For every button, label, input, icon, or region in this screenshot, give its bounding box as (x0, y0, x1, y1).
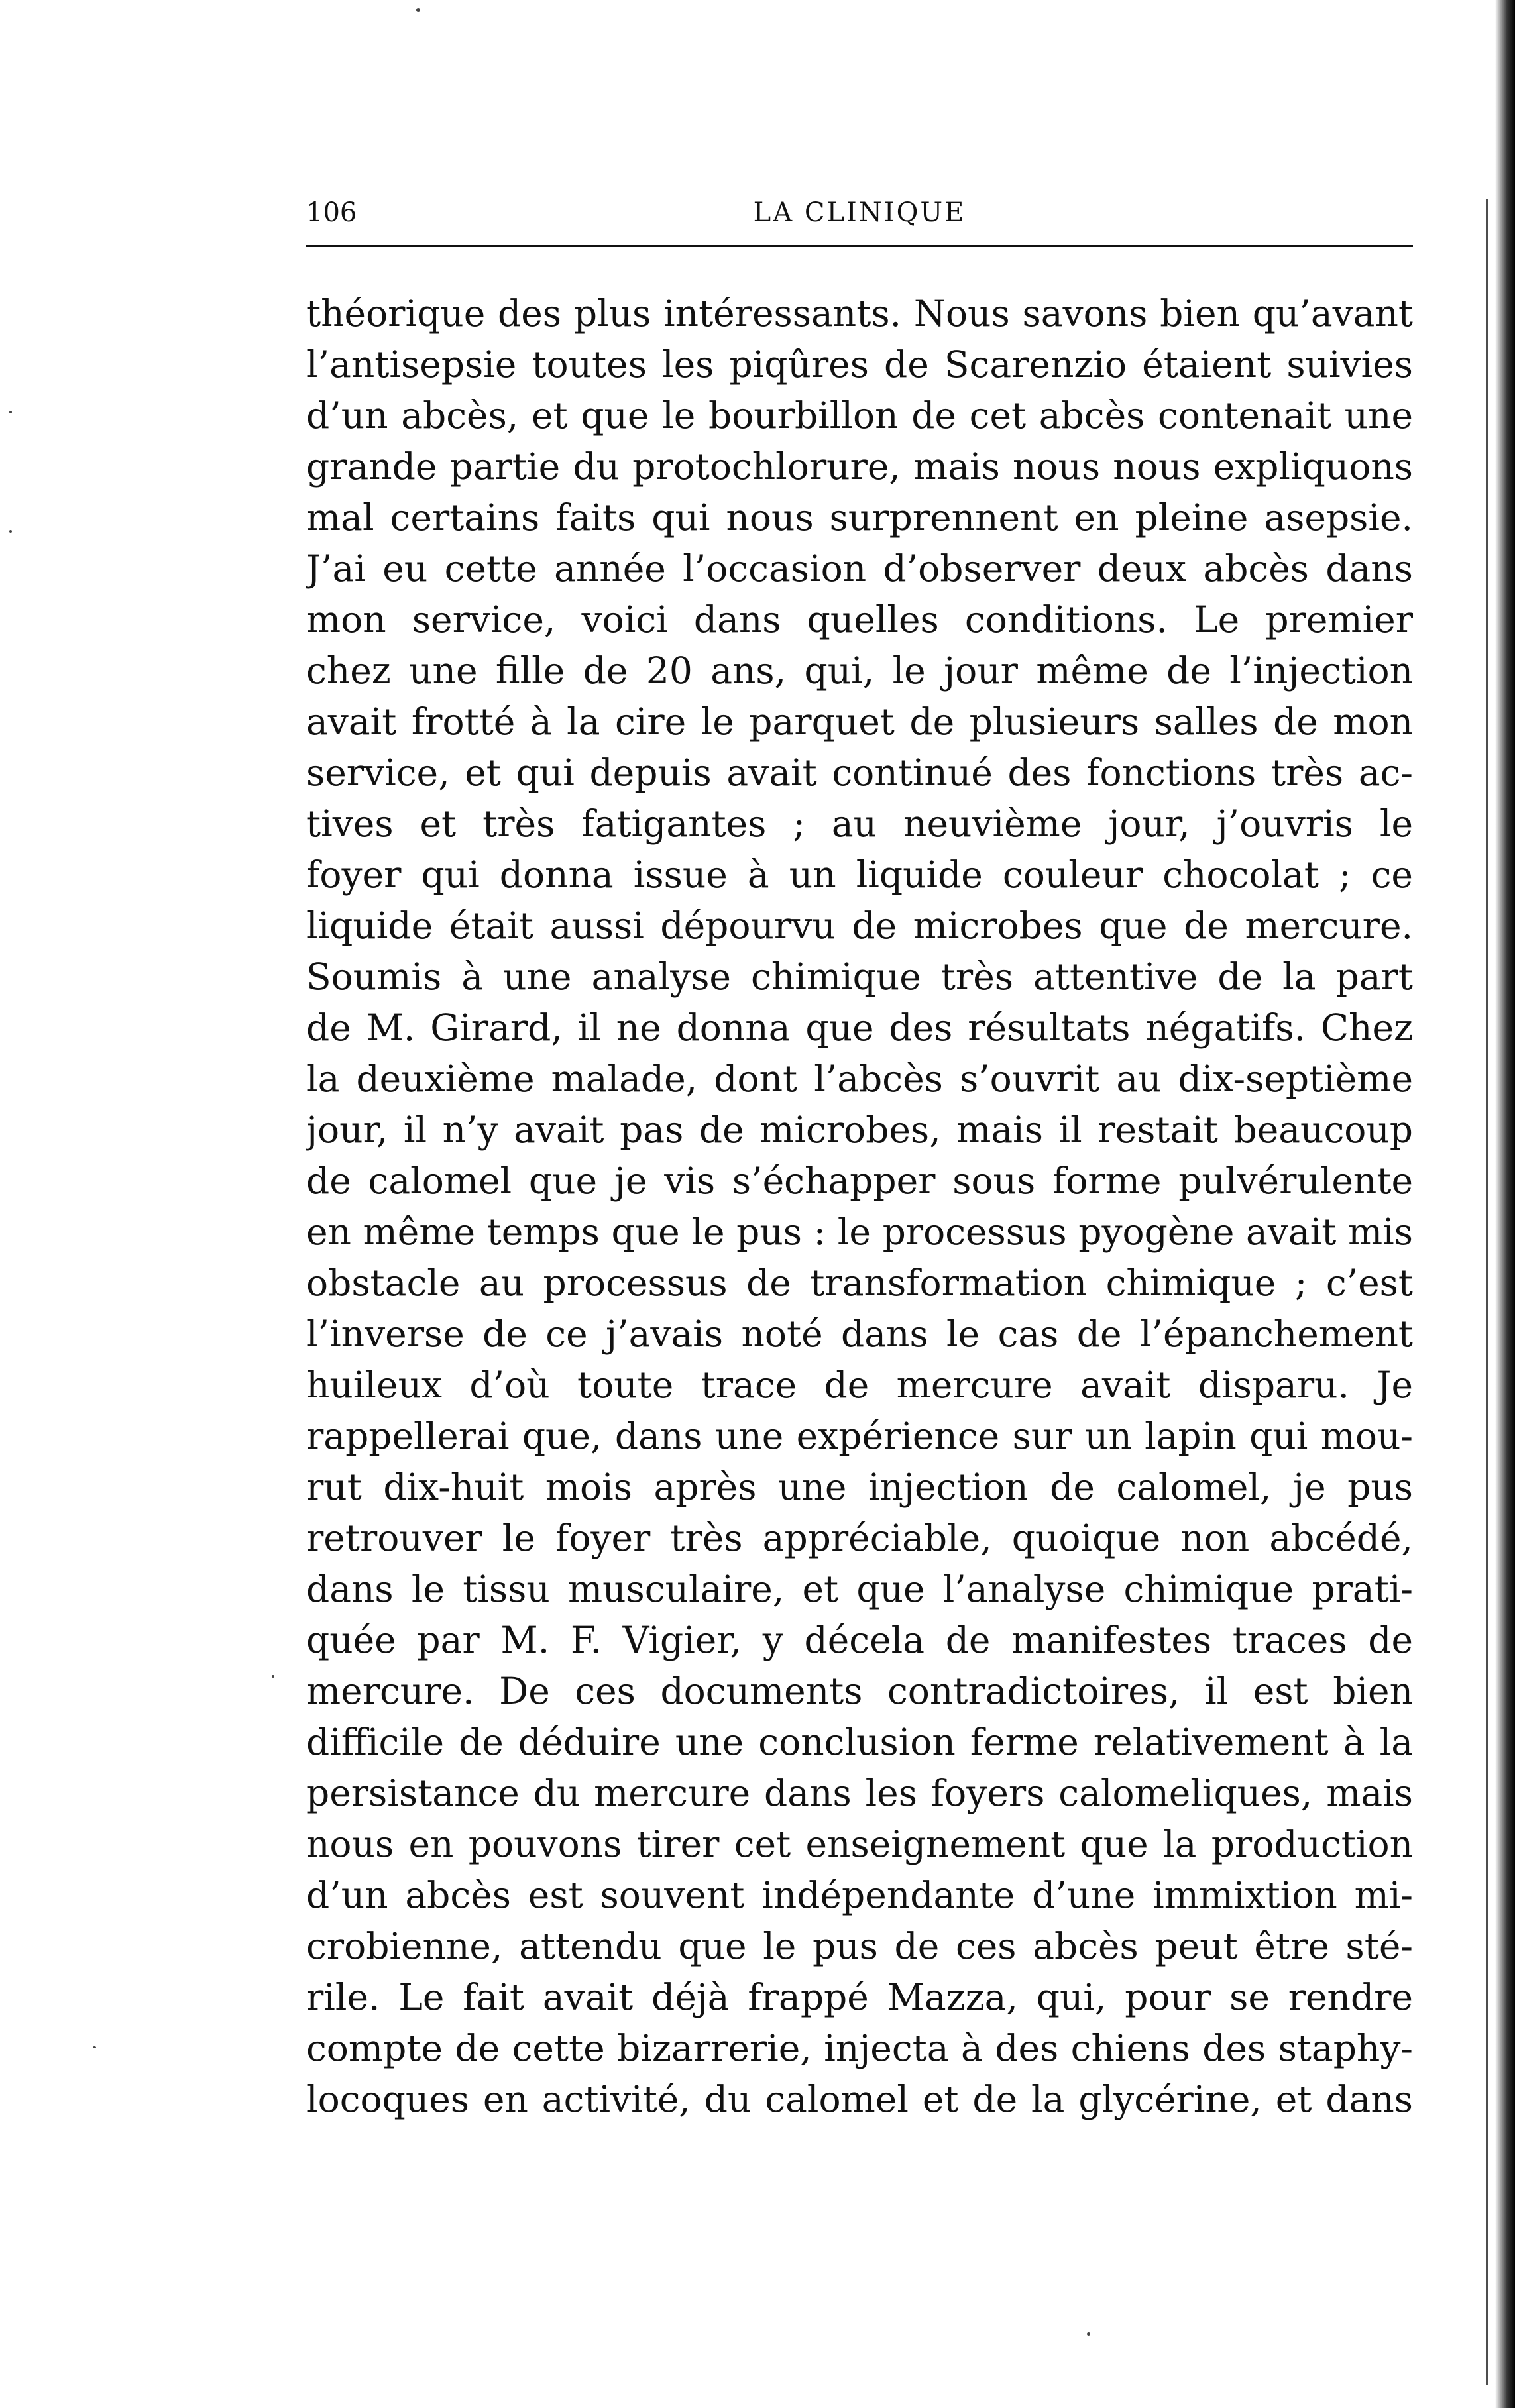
text-line: l’inverse de ce j’avais noté dans le cas de l’épanchement (306, 1313, 1413, 1355)
text-line: obstacle au processus de transformation chimique ; c’est (306, 1262, 1413, 1304)
running-title: LA CLINIQUE (753, 197, 966, 228)
text-line: quée par M. F. Vigier, y décela de manifestes traces de (306, 1619, 1413, 1661)
body-text (306, 288, 1413, 2125)
running-head (306, 197, 1413, 237)
text-line: locoques en activité, du calomel et de la glycérine, et dans (306, 2078, 1413, 2120)
text-line: mercure. De ces documents contradictoires, il est bien (306, 1670, 1413, 1712)
scan-speck (272, 1675, 274, 1678)
scan-speck (9, 411, 12, 413)
text-line: foyer qui donna issue à un liquide couleur chocolat ; ce (306, 853, 1413, 896)
text-line: retrouver le foyer très appréciable, quoique non abcédé, (306, 1517, 1413, 1559)
text-line: jour, il n’y avait pas de microbes, mais il restait beaucoup (306, 1109, 1413, 1151)
scan-speck (93, 2046, 96, 2048)
text-line: grande partie du protochlorure, mais nous nous expliquons (306, 445, 1413, 488)
text-line: chez une fille de 20 ans, qui, le jour même de l’injection (306, 649, 1413, 692)
page-number: 106 (306, 197, 357, 228)
text-line: d’un abcès est souvent indépendante d’une immixtion mi- (306, 1874, 1413, 1916)
scan-speck (416, 8, 420, 12)
text-line: service, et qui depuis avait continué des fonctions très ac- (306, 751, 1413, 794)
text-line: d’un abcès, et que le bourbillon de cet abcès contenait une (306, 394, 1413, 437)
text-line: compte de cette bizarrerie, injecta à des chiens des staphy- (306, 2027, 1413, 2069)
text-line: liquide était aussi dépourvu de microbes que de mercure. (306, 904, 1413, 947)
text-line: en même temps que le pus : le processus pyogène avait mis (306, 1211, 1413, 1253)
text-line: de calomel que je vis s’échapper sous forme pulvérulente (306, 1160, 1413, 1202)
text-line: dans le tissu musculaire, et que l’analyse chimique prati- (306, 1568, 1413, 1610)
text-line: nous en pouvons tirer cet enseignement que la production (306, 1823, 1413, 1865)
text-line: tives et très fatigantes ; au neuvième jour, j’ouvris le (306, 802, 1413, 845)
header-rule (306, 245, 1413, 247)
binding-edge-shadow (1495, 0, 1515, 2408)
text-line: rappellerai que, dans une expérience sur un lapin qui mou- (306, 1415, 1413, 1457)
text-line: difficile de déduire une conclusion ferme relativement à la (306, 1721, 1413, 1763)
text-line: persistance du mercure dans les foyers calomeliques, mais (306, 1772, 1413, 1814)
text-line: avait frotté à la cire le parquet de plusieurs salles de mon (306, 700, 1413, 743)
scan-speck (1087, 2332, 1090, 2336)
text-line: mon service, voici dans quelles conditions. Le premier (306, 598, 1413, 641)
text-line: théorique des plus intéressants. Nous savons bien qu’avant (306, 292, 1413, 335)
text-line: rile. Le fait avait déjà frappé Mazza, qui, pour se rendre (306, 1976, 1413, 2018)
text-line: crobienne, attendu que le pus de ces abcès peut être sté- (306, 1925, 1413, 1967)
text-line: de M. Girard, il ne donna que des résultats négatifs. Chez (306, 1007, 1413, 1049)
text-line: la deuxième malade, dont l’abcès s’ouvrit au dix-septième (306, 1058, 1413, 1100)
scan-speck (9, 530, 12, 533)
text-line: huileux d’où toute trace de mercure avait disparu. Je (306, 1364, 1413, 1406)
binding-line (1486, 199, 1488, 2385)
text-line: Soumis à une analyse chimique très attentive de la part (306, 956, 1413, 998)
text-line: l’antisepsie toutes les piqûres de Scarenzio étaient suivies (306, 343, 1413, 386)
text-line: mal certains faits qui nous surprennent en pleine asepsie. (306, 496, 1413, 539)
text-line: J’ai eu cette année l’occasion d’observer deux abcès dans (306, 547, 1413, 590)
text-line: rut dix-huit mois après une injection de calomel, je pus (306, 1466, 1413, 1508)
